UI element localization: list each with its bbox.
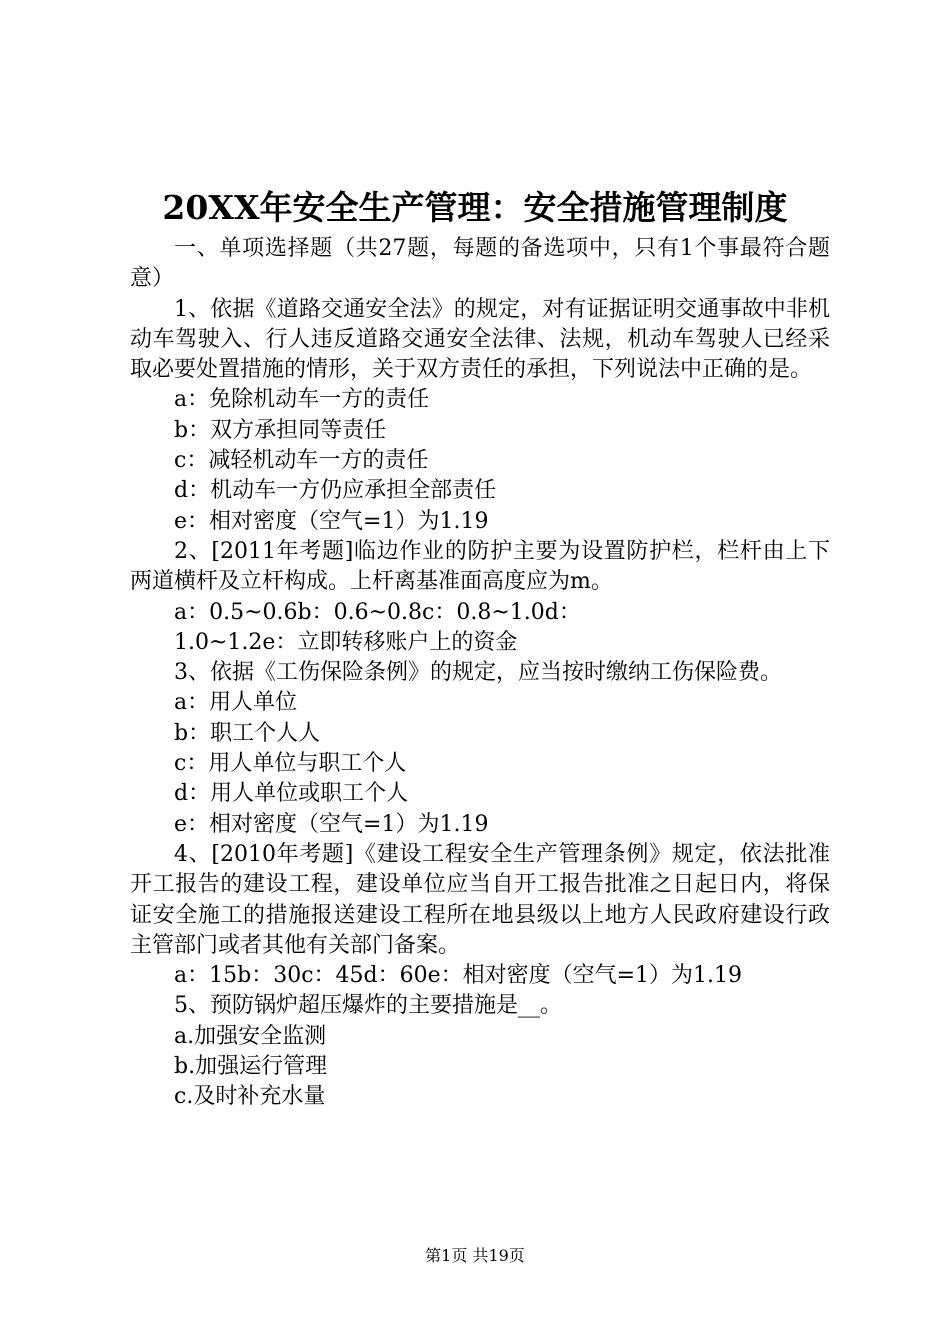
- option-line: e：相对密度（空气=1）为1.19: [174, 811, 489, 837]
- option-line: a：0.5~0.6b：0.6~0.8c：0.8~1.0d：: [174, 599, 581, 625]
- option-line: 5、预防锅炉超压爆炸的主要措施是__。: [174, 993, 562, 1019]
- paragraph: 2、[2011年考题]临边作业的防护主要为设置防护栏，栏杆由上下两道横杆及立杆构成。上杆离基准面高度应为m。: [130, 538, 830, 595]
- option-line: c：减轻机动车一方的责任: [174, 448, 429, 474]
- option-line: a.加强安全监测: [174, 1023, 327, 1049]
- option-line: d：用人单位或职工个人: [174, 781, 409, 807]
- paragraph: 4、[2010年考题]《建设工程安全生产管理条例》规定，依法批准开工报告的建设工程，建设单位应当自开工报告批准之日起日内，将保证安全施工的措施报送建设工程所在地县级以上地方人民政府建设行政主管部门或者其他有关部门备案。: [130, 841, 830, 958]
- paragraph: 3、依据《工伤保险条例》的规定，应当按时缴纳工伤保险费。: [174, 660, 782, 686]
- option-line: 1.0~1.2e：立即转移账户上的资金: [174, 629, 518, 655]
- option-line: a：用人单位: [174, 690, 298, 716]
- option-line: b：职工个人人: [174, 720, 321, 746]
- option-line: a：15b：30c：45d：60e：相对密度（空气=1）为1.19: [174, 963, 743, 989]
- option-line: c.及时补充水量: [174, 1084, 326, 1110]
- option-line: e：相对密度（空气=1）为1.19: [174, 508, 489, 534]
- option-line: b：双方承担同等责任: [174, 417, 387, 443]
- option-line: c：用人单位与职工个人: [174, 751, 407, 777]
- page-footer: 第1页 共19页: [425, 1246, 525, 1265]
- document-body: [130, 234, 830, 1113]
- document-title: 20XX年安全生产管理：安全措施管理制度: [162, 188, 788, 227]
- paragraph: 1、依据《道路交通安全法》的规定，对有证据证明交通事故中非机动车驾驶入、行人违反道路交通安全法律、法规，机动车驾驶人已经采取必要处置措施的情形，关于双方责任的承担，下列说法中正确的是。: [130, 296, 830, 383]
- option-line: d：机动车一方仍应承担全部责任: [174, 478, 497, 504]
- paragraph: 一、单项选择题（共27题，每题的备选项中，只有1个事最符合题意）: [130, 236, 830, 292]
- option-line: a：免除机动车一方的责任: [174, 387, 430, 413]
- option-line: b.加强运行管理: [174, 1054, 328, 1080]
